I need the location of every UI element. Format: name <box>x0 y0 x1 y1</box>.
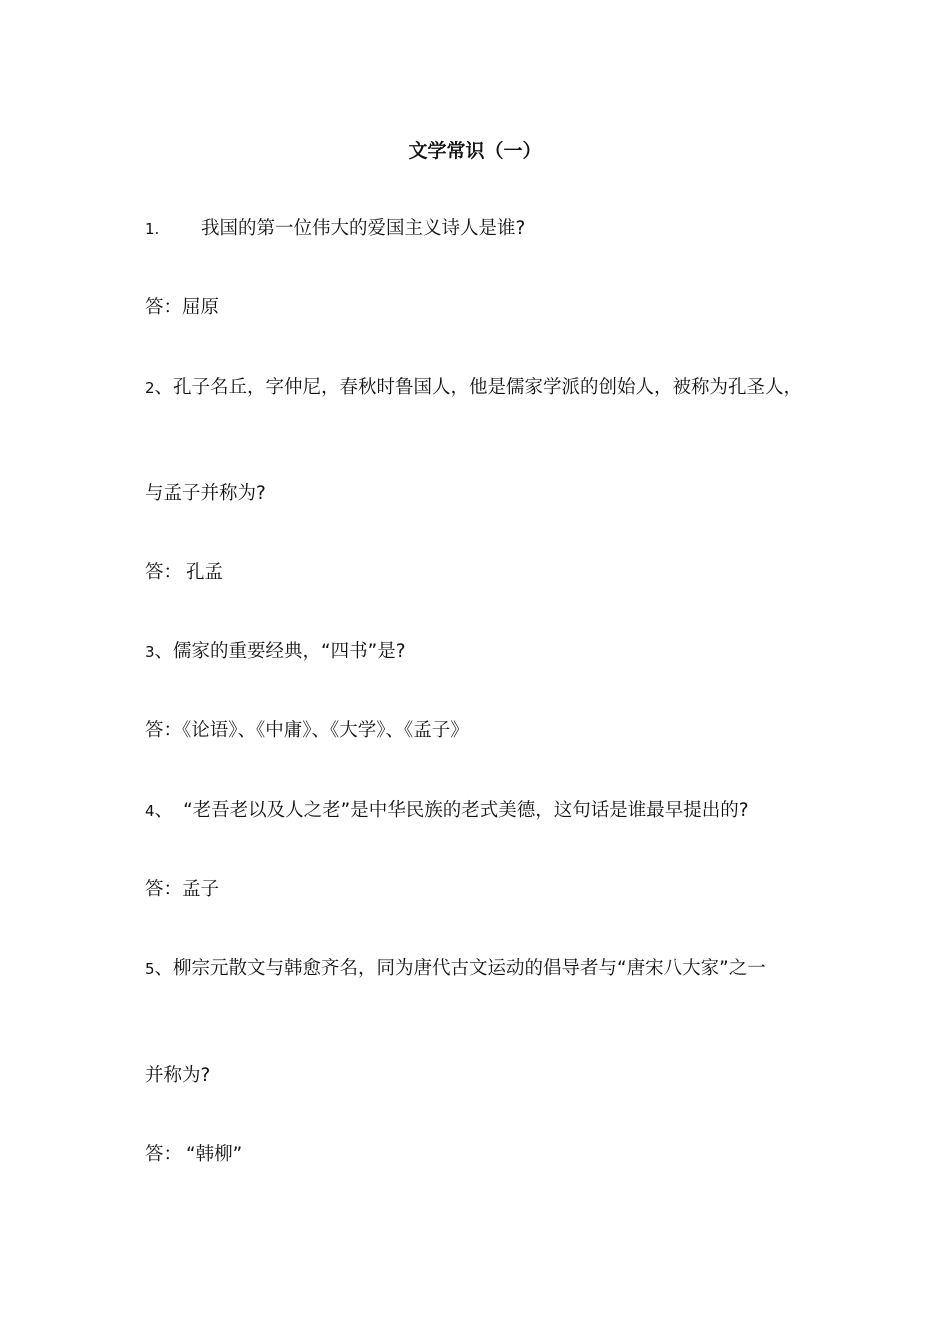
question-5-continued: 并称为? <box>145 1065 211 1086</box>
answer-label: 答： <box>145 562 183 583</box>
question-text: “老吾老以及人之老”是中华民族的老式美德，这句话是谁最早提出的? <box>183 800 749 821</box>
question-2-continued: 与孟子并称为? <box>145 483 266 504</box>
question-sep: 、 <box>154 800 174 821</box>
question-5 <box>145 957 766 981</box>
question-2 <box>145 376 802 400</box>
answer-1: 答：屈原 <box>145 297 220 318</box>
question-3 <box>145 640 406 664</box>
question-number: 2 <box>145 379 155 397</box>
question-number: 4 <box>145 802 155 820</box>
answer-5 <box>145 1143 242 1167</box>
question-number: 1. <box>145 220 160 238</box>
question-text: 、儒家的重要经典，“四书”是? <box>154 641 406 662</box>
question-number: 5 <box>145 960 155 978</box>
question-text: 我国的第一位伟大的爱国主义诗人是谁? <box>201 218 526 239</box>
question-1 <box>145 217 525 241</box>
question-text: 、孔子名丘，字仲尼，春秋时鲁国人，他是儒家学派的创始人，被称为孔圣人， <box>154 377 803 398</box>
answer-text: 孔孟 <box>186 562 224 583</box>
document-title: 文学常识（一） <box>408 140 542 162</box>
answer-4: 答：孟子 <box>145 879 220 900</box>
answer-text: “韩柳” <box>186 1144 243 1165</box>
answer-2 <box>145 561 223 585</box>
answer-3: 答：《论语》、《中庸》、《大学》、《孟子》 <box>145 720 469 741</box>
question-number: 3 <box>145 643 155 661</box>
question-4 <box>145 799 749 823</box>
answer-label: 答： <box>145 1144 183 1165</box>
question-text: 、柳宗元散文与韩愈齐名，同为唐代古文运动的倡导者与“唐宋八大家”之一 <box>154 958 766 979</box>
